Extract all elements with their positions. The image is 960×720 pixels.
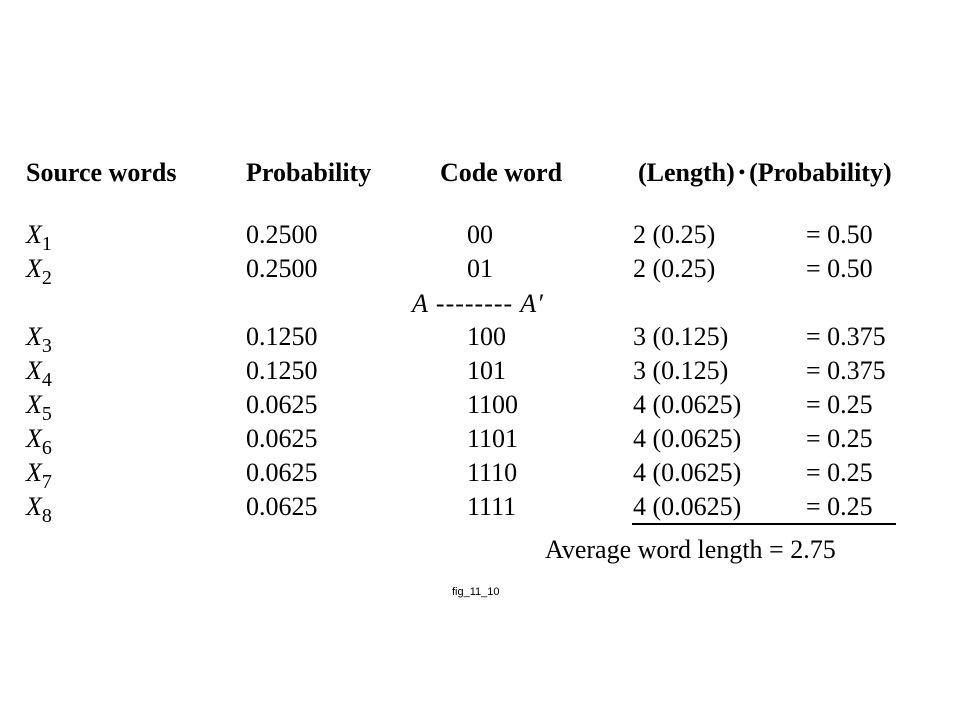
header-prob: (Probability): [749, 158, 892, 187]
code-word-cell: 01: [467, 254, 493, 283]
result-cell: = 0.25: [806, 424, 873, 453]
probability-cell: 0.0625: [246, 424, 318, 453]
result-cell: = 0.25: [806, 492, 873, 521]
source-word: [26, 492, 52, 531]
length-probability-cell: 4 (0.0625): [633, 458, 742, 487]
code-word-cell: 1100: [467, 390, 519, 419]
source-symbol: X: [26, 390, 42, 419]
probability-cell: 0.0625: [246, 390, 318, 419]
source-index: 4: [41, 369, 52, 391]
result-cell: = 0.50: [806, 220, 873, 249]
code-word-cell: 1110: [467, 458, 518, 487]
source-word: [26, 254, 52, 293]
source-symbol: X: [26, 356, 42, 385]
multiply-dot: •: [738, 162, 746, 182]
code-word-cell: 1111: [467, 492, 517, 521]
probability-cell: 0.1250: [246, 356, 318, 385]
code-word-cell: 100: [467, 322, 506, 351]
length-probability-cell: 4 (0.0625): [633, 390, 742, 419]
source-index: 5: [41, 403, 52, 425]
length-probability-cell: 4 (0.0625): [633, 424, 742, 453]
probability-cell: 0.1250: [246, 322, 318, 351]
header-source-words: Source words: [26, 158, 177, 187]
header-probability: Probability: [246, 158, 372, 187]
source-symbol: X: [26, 220, 42, 249]
code-word-cell: 1101: [467, 424, 519, 453]
probability-cell: 0.0625: [246, 492, 318, 521]
result-cell: = 0.50: [806, 254, 873, 283]
length-probability-cell: 2 (0.25): [633, 220, 716, 249]
probability-cell: 0.0625: [246, 458, 318, 487]
probability-cell: 0.2500: [246, 220, 318, 249]
result-cell: = 0.375: [806, 356, 886, 385]
source-index: 8: [41, 505, 52, 527]
header-length-probability: [638, 158, 892, 188]
source-symbol: X: [26, 458, 42, 487]
source-index: 2: [41, 267, 52, 289]
header-length: (Length): [638, 158, 735, 187]
length-probability-cell: 2 (0.25): [633, 254, 716, 283]
length-probability-cell: 4 (0.0625): [633, 492, 742, 521]
source-symbol: X: [26, 424, 42, 453]
result-cell: = 0.375: [806, 322, 886, 351]
source-symbol: X: [26, 322, 42, 351]
header-code-word: Code word: [440, 158, 563, 187]
source-index: 1: [41, 233, 52, 255]
code-word-cell: 00: [467, 220, 493, 249]
length-probability-cell: 3 (0.125): [633, 356, 729, 385]
source-index: 3: [41, 335, 52, 357]
result-cell: = 0.25: [806, 458, 873, 487]
source-symbol: X: [26, 254, 42, 283]
figure-caption: fig_11_10: [452, 586, 500, 598]
source-symbol: X: [26, 492, 42, 521]
length-probability-cell: 3 (0.125): [633, 322, 729, 351]
average-word-length: Average word length = 2.75: [545, 535, 836, 564]
separator-line: A -------- A′: [412, 289, 544, 318]
code-word-cell: 101: [467, 356, 506, 385]
probability-cell: 0.2500: [246, 254, 318, 283]
sum-rule: [632, 523, 896, 525]
source-index: 7: [41, 471, 52, 493]
result-cell: = 0.25: [806, 390, 873, 419]
source-index: 6: [41, 437, 52, 459]
